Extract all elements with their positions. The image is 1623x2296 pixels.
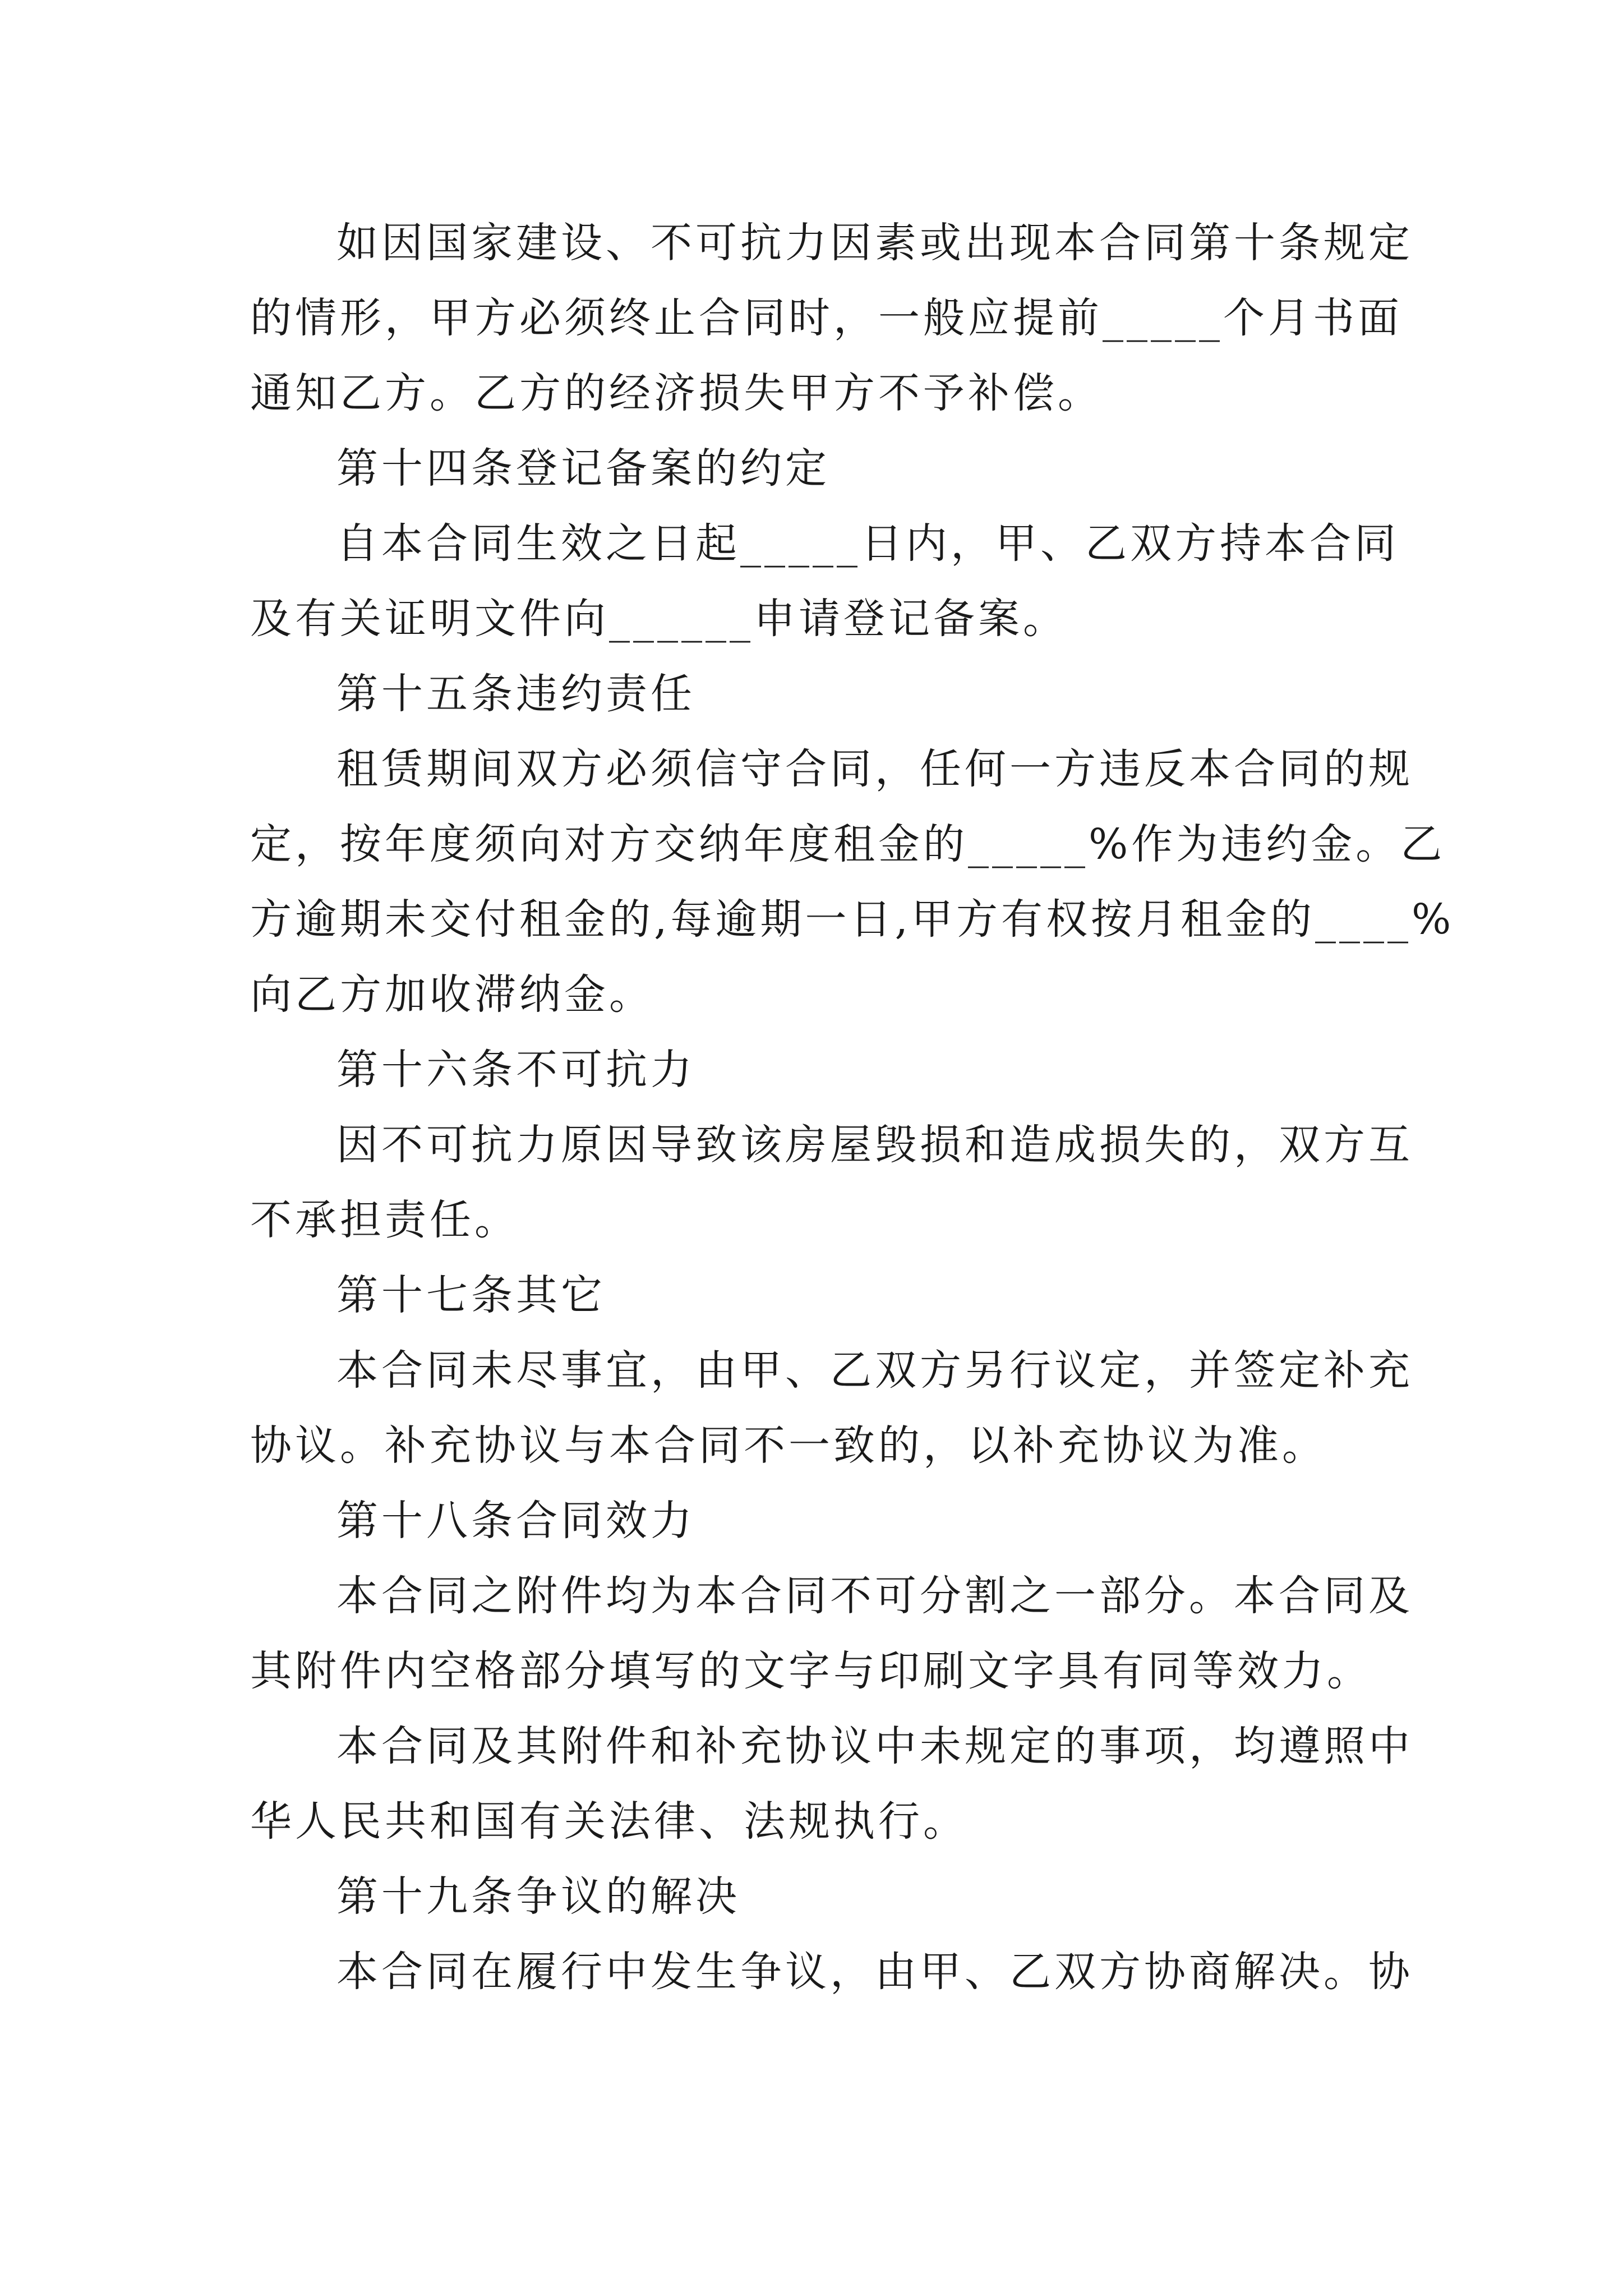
- paragraph-line: 本合同之附件均为本合同不可分割之一部分。本合同及: [336, 1572, 1413, 1620]
- paragraph-line: 向乙方加收滞纳金。: [250, 970, 654, 1019]
- paragraph-line: 因不可抗力原因导致该房屋毁损和造成损失的，双方互: [336, 1121, 1413, 1169]
- paragraph-line: 及有关证明文件向______申请登记备案。: [250, 595, 1068, 643]
- paragraph-line: 不承担责任。: [250, 1196, 519, 1244]
- paragraph-line: 自本合同生效之日起_____日内，甲、乙双方持本合同: [336, 519, 1399, 568]
- section-heading: 第十九条争议的解决: [336, 1872, 740, 1921]
- section-heading: 第十五条违约责任: [336, 670, 695, 718]
- paragraph-line: 通知乙方。乙方的经济损失甲方不予补偿。: [250, 369, 1103, 417]
- paragraph-line: 本合同未尽事宜，由甲、乙双方另行议定，并签定补充: [336, 1346, 1413, 1395]
- paragraph-line: 租赁期间双方必须信守合同，任何一方违反本合同的规: [336, 745, 1413, 793]
- paragraph-line: 本合同及其附件和补充协议中未规定的事项，均遵照中: [336, 1722, 1413, 1770]
- paragraph-line: 定，按年度须向对方交纳年度租金的_____%作为违约金。乙: [250, 820, 1446, 868]
- section-heading: 第十四条登记备案的约定: [336, 444, 830, 493]
- section-heading: 第十八条合同效力: [336, 1497, 695, 1545]
- section-heading: 第十六条不可抗力: [336, 1046, 695, 1094]
- paragraph-line: 其附件内空格部分填写的文字与印刷文字具有同等效力。: [250, 1647, 1372, 1695]
- paragraph-line: 本合同在履行中发生争议，由甲、乙双方协商解决。协: [336, 1948, 1413, 1996]
- paragraph-line: 方逾期未交付租金的,每逾期一日,甲方有权按月租金的____%: [250, 895, 1455, 944]
- paragraph-line: 华人民共和国有关法律、法规执行。: [250, 1797, 968, 1846]
- paragraph-line: 的情形，甲方必须终止合同时，一般应提前_____个月书面: [250, 294, 1403, 342]
- paragraph-line: 如因国家建设、不可抗力因素或出现本合同第十条规定: [336, 219, 1413, 267]
- paragraph-line: 协议。补充协议与本合同不一致的，以补充协议为准。: [250, 1421, 1327, 1470]
- section-heading: 第十七条其它: [336, 1271, 606, 1319]
